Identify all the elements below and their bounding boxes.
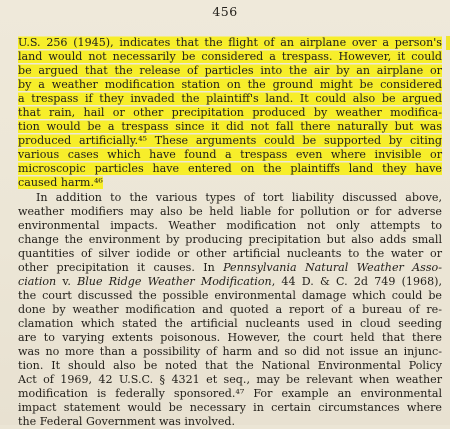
highlighted-text: that rain, hail or other precipitation produced by weather modifica-	[18, 106, 442, 120]
text-line	[18, 50, 442, 64]
text-line: are to varying extents poisonous. However, the court held that there	[18, 330, 442, 344]
text-line	[18, 106, 442, 120]
highlight-edge-mark	[446, 36, 450, 50]
text-line: the Federal Government was involved.	[18, 415, 236, 429]
text-line	[18, 275, 442, 289]
case-name-italic: Blue Ridge Weather Modification	[77, 274, 272, 288]
text-line: In addition to the various types of tort liability discussed above,	[36, 190, 442, 204]
text-line	[18, 36, 442, 50]
text-line: change the environment by producing precipitation but also adds small	[18, 232, 442, 246]
text-run: v.	[56, 274, 78, 288]
text-line	[18, 176, 442, 190]
text-line: Act of 1969, 42 U.S.C. § 4321 et seq., may be relevant when weather	[18, 373, 442, 387]
second-paragraph	[18, 191, 442, 429]
text-line: tion. It should also be noted that the National Environmental Policy	[18, 359, 442, 373]
highlighted-text: be argued that the release of particles into the air by an airplane or	[18, 64, 442, 78]
highlighted-text: land would not necessarily be considered a trespass. However, it could	[18, 50, 442, 64]
text-line	[18, 92, 442, 106]
text-line	[18, 162, 442, 176]
highlighted-text: microscopic particles have entered on the plaintiffs land they have	[18, 162, 442, 176]
case-name-italic: Pennsylvania Natural Weather Asso-	[223, 260, 442, 274]
text-line: clamation which stated the artificial nucleants used in cloud seeding	[18, 316, 442, 330]
text-line	[18, 64, 442, 78]
text-line	[18, 120, 442, 134]
highlighted-text: various cases which have found a trespass even where invisible or	[18, 148, 442, 162]
text-line: done by weather modification and quoted a report of a bureau of re-	[18, 302, 442, 316]
text-line	[18, 78, 442, 92]
text-line: the court discussed the possible environmental damage which could be	[18, 288, 442, 302]
text-line	[18, 134, 442, 148]
text-line	[18, 261, 442, 275]
page-number: 456	[212, 4, 238, 19]
highlighted-text: U.S. 256 (1945), indicates that the flight of an airplane over a person's	[18, 36, 442, 49]
text-line: quantities of silver iodide or other artificial nucleants to the water or	[18, 246, 442, 260]
text-run: , 44 D. & C. 2d 749 (1968),	[271, 274, 442, 288]
highlighted-text: produced artificially.⁴⁵ These arguments could be supported by citing	[18, 134, 442, 148]
case-name-italic: ciation	[18, 274, 57, 288]
text-line	[18, 148, 442, 162]
text-line: impact statement would be necessary in certain circumstances where	[18, 401, 442, 415]
text-run: other precipitation it causes. In	[18, 260, 224, 274]
text-line: environmental impacts. Weather modification not only attempts to	[18, 218, 442, 232]
text-line: weather modifiers may also be held liable for pollution or for adverse	[18, 204, 442, 218]
highlighted-text: tion would be a trespass since it did not fall there naturally but was	[18, 120, 442, 134]
highlighted-text: caused harm.⁴⁶	[18, 176, 103, 190]
highlighted-paragraph	[18, 36, 442, 191]
text-line: was no more than a possibility of harm and so did not issue an injunc-	[18, 345, 442, 359]
highlighted-text: a trespass if they invaded the plaintiff's land. It could also be argued	[18, 92, 442, 106]
page-body	[18, 36, 442, 429]
highlighted-text: by a weather modification station on the ground might be considered	[18, 78, 442, 92]
text-line: modification is federally sponsored.⁴⁷ For example an environmental	[18, 387, 442, 401]
